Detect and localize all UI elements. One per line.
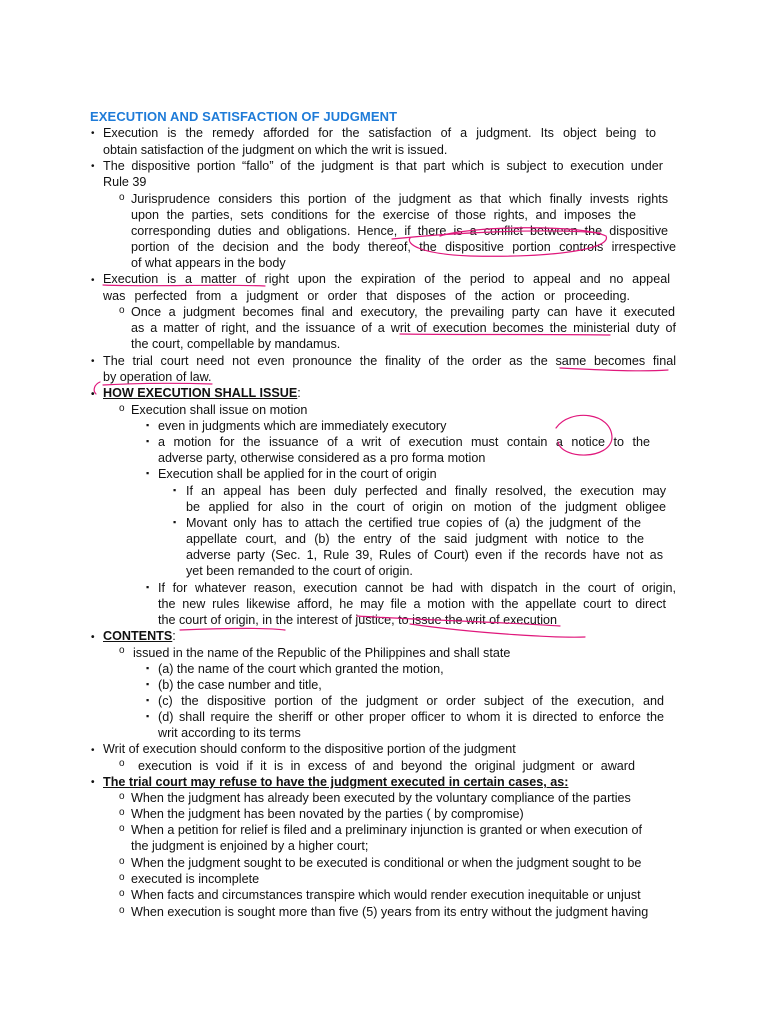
section-heading: The trial court may refuse to have the judgment executed in certain cases, as:	[103, 775, 569, 789]
sub-sub-bullet: ▪	[146, 695, 150, 705]
page-title: EXECUTION AND SATISFACTION OF JUDGMENT	[90, 109, 398, 124]
paragraph-line: the judgment is enjoined by a higher court;	[131, 839, 369, 853]
bullet: •	[91, 128, 95, 139]
paragraph-line: (b) the case number and title,	[158, 678, 322, 692]
section-heading: CONTENTS:	[103, 629, 176, 643]
paragraph-line: upon the parties, sets conditions for the exercise of those rights, and imposes the	[131, 208, 636, 222]
paragraph-line: When the judgment has already been executed by the voluntary compliance of the parties	[131, 791, 631, 805]
paragraph-line: Rule 39	[103, 175, 147, 189]
paragraph-line: the new rules likewise afford, he may file a motion with the appellate court to direct	[158, 597, 666, 611]
sub-bullet: o	[119, 403, 125, 414]
paragraph-line: Writ of execution should conform to the dispositive portion of the judgment	[103, 742, 516, 756]
bullet: •	[91, 632, 95, 643]
paragraph-line: (c) the dispositive portion of the judgment or order subject of the execution, and	[158, 694, 664, 708]
bullet: •	[91, 745, 95, 756]
sub-sub-bullet: ▪	[146, 582, 150, 592]
paragraph-line: issued in the name of the Republic of the Philippines and shall state	[133, 646, 511, 660]
paragraph-line: Movant only has to attach the certified true copies of (a) the judgment of the	[186, 516, 641, 530]
sub-sub-bullet: ▪	[146, 468, 150, 478]
sub-sub-sub-bullet: ▪	[173, 517, 177, 527]
bullet: •	[91, 161, 95, 172]
paragraph-line: even in judgments which are immediately executory	[158, 419, 447, 433]
paragraph-line: The trial court need not even pronounce the finality of the order as the same becomes final	[103, 354, 676, 368]
paragraph-line: (a) the name of the court which granted the motion,	[158, 662, 444, 676]
sub-sub-bullet: ▪	[146, 663, 150, 673]
paragraph-line: portion of the decision and the body thereof, the dispositive portion controls irrespective	[131, 240, 676, 254]
paragraph-line: Once a judgment becomes final and executory, the prevailing party can have it executed	[131, 305, 675, 319]
paragraph-line: as a matter of right, and the issuance of a writ of execution becomes the ministerial duty of	[131, 321, 676, 335]
ink-underline	[180, 629, 285, 631]
sub-sub-bullet: ▪	[146, 711, 150, 721]
sub-bullet: o	[119, 192, 125, 203]
paragraph-line: by operation of law.	[103, 370, 212, 384]
sub-bullet: o	[119, 645, 125, 656]
sub-sub-bullet: ▪	[146, 679, 150, 689]
paragraph-line: When facts and circumstances transpire which would render execution inequitable or unjust	[131, 888, 641, 902]
paragraph-line: adverse party, otherwise considered as a pro forma motion	[158, 451, 486, 465]
paragraph-line: yet been remanded to the court of origin.	[186, 564, 413, 578]
paragraph-line: the court of origin, in the interest of justice, to issue the writ of execution	[158, 613, 558, 627]
paragraph-line: Execution shall issue on motion	[131, 403, 308, 417]
paragraph-line: Execution shall be applied for in the court of origin	[158, 467, 437, 481]
paragraph-line: When the judgment has been novated by the parties ( by compromise)	[131, 807, 524, 821]
bullet: •	[91, 275, 95, 286]
paragraph-line: corresponding duties and obligations. Hence, if there is a conflict between the dispositive	[131, 224, 668, 238]
sub-bullet: o	[119, 807, 125, 818]
paragraph-line: (d) shall require the sheriff or other proper officer to whom it is directed to enforce the	[158, 710, 664, 724]
paragraph-line: Execution is the remedy afforded for the satisfaction of a judgment. Its object being to	[103, 126, 656, 140]
paragraph-line: When the judgment sought to be executed is conditional or when the judgment sought to be	[131, 856, 642, 870]
sub-sub-bullet: ▪	[146, 436, 150, 446]
paragraph-line: executed is incomplete	[131, 872, 260, 886]
sub-bullet: o	[119, 888, 125, 899]
bullet: •	[91, 356, 95, 367]
sub-bullet: o	[119, 856, 125, 867]
sub-bullet: o	[119, 872, 125, 883]
sub-bullet: o	[119, 305, 125, 316]
paragraph-line: When a petition for relief is filed and a preliminary injunction is granted or when execution of	[131, 823, 643, 837]
sub-bullet: o	[119, 823, 125, 834]
paragraph-line: execution is void if it is in excess of and beyond the original judgment or award	[138, 759, 635, 773]
paragraph-line: When execution is sought more than five (5) years from its entry without the judgment having	[131, 905, 649, 919]
paragraph-line: The dispositive portion “fallo” of the judgment is that part which is subject to execution under	[103, 159, 663, 173]
paragraph-line: a motion for the issuance of a writ of execution must contain a notice to the	[158, 435, 650, 449]
sub-bullet: o	[119, 758, 125, 769]
paragraph-line: adverse party (Sec. 1, Rule 39, Rules of Court) even if the records have not as	[186, 548, 663, 562]
ink-bracket	[94, 382, 100, 394]
paragraph-line: of what appears in the body	[131, 256, 286, 270]
bullet: •	[91, 777, 95, 788]
paragraph-line: Execution is a matter of right upon the expiration of the period to appeal and no appeal	[103, 272, 670, 286]
bullet: •	[91, 389, 95, 400]
sub-bullet: o	[119, 791, 125, 802]
sub-bullet: o	[119, 905, 125, 916]
paragraph-line: writ according to its terms	[158, 726, 301, 740]
sub-sub-sub-bullet: ▪	[173, 485, 177, 495]
paragraph-line: Jurisprudence considers this portion of the judgment as that which finally invests rights	[131, 192, 668, 206]
paragraph-line: the court, compellable by mandamus.	[131, 337, 341, 351]
paragraph-line: appellate court, and (b) the entry of the said judgment with notice to the	[186, 532, 644, 546]
paragraph-line: be applied for also in the court of origin on motion of the judgment obligee	[186, 500, 666, 514]
sub-sub-bullet: ▪	[146, 420, 150, 430]
paragraph-line: If for whatever reason, execution cannot be had with dispatch in the court of origin,	[158, 581, 676, 595]
paragraph-line: obtain satisfaction of the judgment on which the writ is issued.	[103, 143, 448, 157]
section-heading: HOW EXECUTION SHALL ISSUE:	[103, 386, 301, 400]
paragraph-line: If an appeal has been duly perfected and finally resolved, the execution may	[186, 484, 666, 498]
paragraph-line: was perfected from a judgment or order that disposes of the action or proceeding.	[103, 289, 630, 303]
